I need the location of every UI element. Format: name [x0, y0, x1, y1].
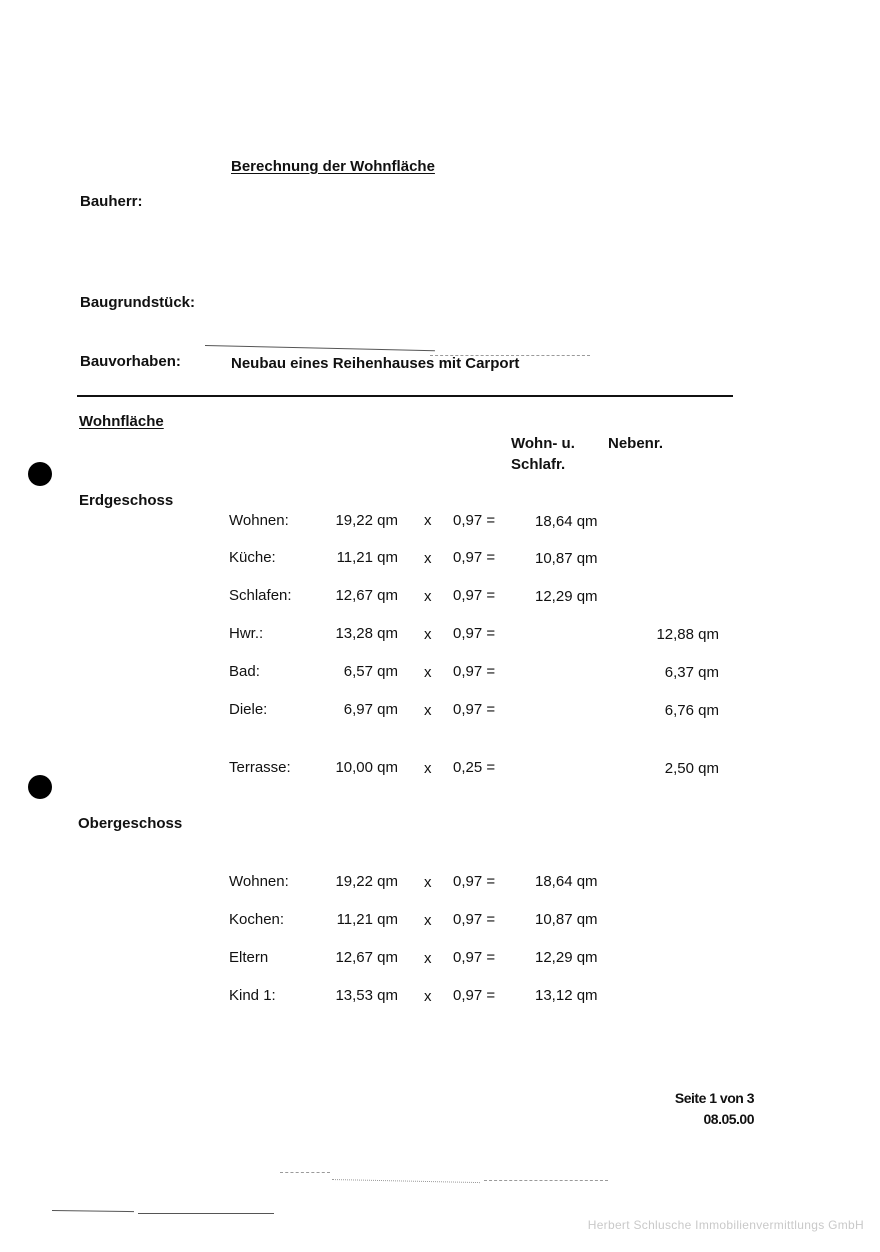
- punch-hole-top: [28, 462, 52, 486]
- times-sign: x: [424, 760, 432, 777]
- scan-dash-right: [484, 1180, 608, 1181]
- wohn-value: 10,87 qm: [535, 550, 598, 567]
- wohn-value: 12,29 qm: [535, 949, 598, 966]
- col-header-neben: Nebenr.: [608, 435, 664, 452]
- punch-hole-bottom: [28, 775, 52, 799]
- section-title: Wohnfläche: [79, 413, 164, 430]
- document-date: 08.05.00: [703, 1111, 754, 1127]
- room-name: Wohnen:: [229, 512, 289, 529]
- times-sign: x: [424, 702, 432, 719]
- neben-value: 6,76 qm: [664, 702, 719, 719]
- times-sign: x: [424, 512, 432, 529]
- scan-line-bottom-left: [52, 1210, 134, 1212]
- wohn-value: 10,87 qm: [535, 911, 598, 928]
- factor: 0,97 =: [453, 911, 496, 928]
- document-title: Berechnung der Wohnfläche: [231, 158, 435, 175]
- room-area: 11,21 qm: [336, 911, 398, 928]
- times-sign: x: [424, 550, 432, 567]
- room-area: 12,67 qm: [335, 587, 398, 604]
- times-sign: x: [424, 626, 432, 643]
- erdgeschoss-label: Erdgeschoss: [79, 492, 174, 509]
- times-sign: x: [424, 950, 432, 967]
- col-header-wohn-line1: Wohn- u.: [511, 435, 575, 452]
- bauvorhaben-value: Neubau eines Reihenhauses mit Carport: [231, 355, 520, 372]
- obergeschoss-label: Obergeschoss: [78, 815, 183, 832]
- times-sign: x: [424, 588, 432, 605]
- times-sign: x: [424, 988, 432, 1005]
- header-divider: [77, 395, 733, 397]
- wohn-value: 18,64 qm: [535, 513, 598, 530]
- factor: 0,97 =: [453, 987, 496, 1004]
- factor: 0,97 =: [453, 873, 496, 890]
- watermark: Herbert Schlusche Immobilienvermittlungs GmbH: [587, 1218, 864, 1232]
- factor: 0,97 =: [453, 625, 496, 642]
- scan-dash-left: [280, 1172, 330, 1173]
- factor: 0,97 =: [453, 587, 496, 604]
- factor: 0,97 =: [453, 949, 496, 966]
- room-name: Kochen:: [229, 911, 285, 928]
- neben-value: 6,37 qm: [664, 664, 719, 681]
- col-header-wohn-line2: Schlafr.: [511, 456, 566, 473]
- room-name: Hwr.:: [229, 625, 264, 642]
- baugrundstueck-label: Baugrundstück:: [80, 294, 196, 311]
- room-area: 12,67 qm: [335, 949, 398, 966]
- room-area: 19,22 qm: [335, 873, 398, 890]
- bauvorhaben-label: Bauvorhaben:: [80, 353, 181, 370]
- room-area: 10,00 qm: [335, 759, 398, 776]
- factor: 0,97 =: [453, 701, 496, 718]
- room-name: Eltern: [229, 949, 269, 966]
- room-name: Wohnen:: [229, 873, 289, 890]
- room-area: 19,22 qm: [335, 512, 398, 529]
- room-area: 6,97 qm: [343, 701, 398, 718]
- times-sign: x: [424, 912, 432, 929]
- scan-line-upper: [205, 345, 435, 351]
- times-sign: x: [424, 664, 432, 681]
- room-name: Kind 1:: [229, 987, 276, 1004]
- room-name: Diele:: [229, 701, 268, 718]
- scan-line-bottom-mid: [138, 1213, 274, 1214]
- wohn-value: 13,12 qm: [535, 987, 598, 1004]
- bauherr-label: Bauherr:: [80, 193, 143, 210]
- wohn-value: 18,64 qm: [535, 873, 598, 890]
- factor: 0,97 =: [453, 512, 496, 529]
- room-area: 13,53 qm: [335, 987, 398, 1004]
- wohn-value: 12,29 qm: [535, 588, 598, 605]
- room-name: Terrasse:: [229, 759, 291, 776]
- times-sign: x: [424, 874, 432, 891]
- room-name: Bad:: [229, 663, 260, 680]
- room-name: Küche:: [229, 549, 276, 566]
- factor: 0,97 =: [453, 663, 496, 680]
- neben-value: 12,88 qm: [656, 626, 719, 643]
- factor: 0,25 =: [453, 759, 496, 776]
- factor: 0,97 =: [453, 549, 496, 566]
- room-area: 13,28 qm: [335, 625, 398, 642]
- room-area: 11,21 qm: [336, 549, 398, 566]
- room-name: Schlafen:: [229, 587, 292, 604]
- page-number: Seite 1 von 3: [674, 1090, 754, 1106]
- room-area: 6,57 qm: [343, 663, 398, 680]
- scan-dash-mid: [332, 1179, 480, 1183]
- neben-value: 2,50 qm: [664, 760, 719, 777]
